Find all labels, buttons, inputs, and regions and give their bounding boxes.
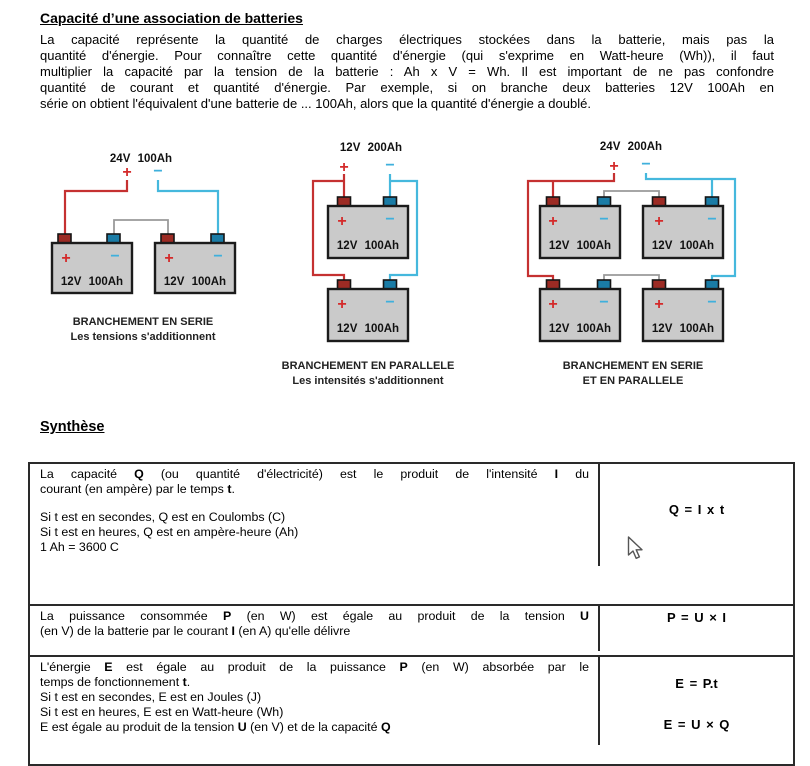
table-row bbox=[30, 655, 793, 764]
positive-wire bbox=[65, 180, 127, 236]
plus-sign: + bbox=[548, 213, 558, 230]
positive-terminal bbox=[653, 197, 666, 206]
minus-sign: − bbox=[153, 163, 163, 180]
intro-line: série on obtient l'équivalent d'une batterie de ... 100Ah, alors que la quantité d'énergie a doublé. bbox=[40, 96, 591, 111]
diagram-caption: Les intensités s'additionnent bbox=[292, 375, 444, 387]
negative-terminal bbox=[384, 197, 397, 206]
definition-line: Si t est en secondes, Q est en Coulombs (C) bbox=[40, 510, 286, 524]
minus-sign: − bbox=[110, 248, 120, 265]
definition-line: Si t est en heures, E est en Watt-heure (Wh) bbox=[40, 705, 284, 719]
minus-sign: − bbox=[385, 211, 395, 228]
formula: E = U × Q bbox=[663, 717, 730, 732]
series-parallel-wiring-diagram bbox=[515, 138, 750, 396]
negative-terminal bbox=[107, 234, 120, 243]
definition-line: E est égale au produit de la tension U (en V) et de la capacité Q bbox=[40, 720, 391, 734]
battery-label: 12V 100Ah bbox=[60, 276, 124, 288]
definition-cell bbox=[30, 464, 600, 566]
battery-label: 12V 100Ah bbox=[548, 323, 612, 335]
minus-sign: − bbox=[707, 294, 717, 311]
series-parallel-total-label: 24V 200Ah bbox=[599, 141, 663, 153]
series-link-wire bbox=[114, 220, 168, 236]
definition-line: L'énergie E est égale au produit de la puissance P (en W) absorbée par le bbox=[40, 660, 589, 674]
definition-cell bbox=[30, 657, 600, 745]
positive-terminal bbox=[653, 280, 666, 289]
diagram-caption: ET EN PARALLELE bbox=[582, 375, 684, 387]
plus-sign: + bbox=[609, 158, 619, 175]
battery-label: 12V 100Ah bbox=[548, 240, 612, 252]
minus-sign: − bbox=[641, 156, 651, 173]
minus-sign: − bbox=[213, 248, 223, 265]
formula-cell bbox=[600, 657, 793, 764]
series-link-wire bbox=[604, 275, 659, 280]
plus-sign: + bbox=[337, 296, 347, 313]
negative-terminal bbox=[211, 234, 224, 243]
battery bbox=[52, 234, 132, 293]
formula: Q = I x t bbox=[668, 502, 725, 517]
formula-table bbox=[28, 462, 795, 766]
formula: E = P.t bbox=[675, 676, 718, 691]
minus-sign: − bbox=[385, 157, 395, 174]
battery-label: 12V 100Ah bbox=[336, 240, 400, 252]
minus-sign: − bbox=[599, 294, 609, 311]
intro-line: quantité d'énergie. Pour connaître cette quantité d'énergie (qui s'exprime en Watt-heure (Wh)), il faut bbox=[40, 48, 774, 63]
plus-sign: + bbox=[654, 213, 664, 230]
intro-paragraph bbox=[40, 32, 774, 112]
battery bbox=[328, 197, 408, 258]
minus-sign: − bbox=[707, 211, 717, 228]
formula-cell bbox=[600, 464, 793, 604]
definition-line: temps de fonctionnement t. bbox=[40, 675, 191, 689]
positive-terminal bbox=[161, 234, 174, 243]
formula-cell bbox=[600, 606, 793, 655]
battery bbox=[540, 197, 620, 258]
definition-line: Si t est en heures, Q est en ampère-heure (Ah) bbox=[40, 525, 299, 539]
definition-line: courant (en ampère) par le temps t. bbox=[40, 482, 235, 496]
positive-terminal bbox=[58, 234, 71, 243]
definition-cell bbox=[30, 606, 600, 651]
negative-terminal bbox=[384, 280, 397, 289]
minus-sign: − bbox=[599, 211, 609, 228]
positive-terminal bbox=[338, 197, 351, 206]
minus-sign: − bbox=[385, 294, 395, 311]
plus-sign: + bbox=[654, 296, 664, 313]
plus-sign: + bbox=[61, 250, 71, 267]
plus-sign: + bbox=[164, 250, 174, 267]
synthese-heading: Synthèse bbox=[40, 419, 105, 435]
series-link-wire bbox=[604, 191, 659, 197]
diagram-caption: BRANCHEMENT EN PARALLELE bbox=[281, 360, 455, 372]
diagram-caption: BRANCHEMENT EN SERIE bbox=[72, 316, 214, 328]
table-row bbox=[30, 604, 793, 655]
battery-label: 12V 100Ah bbox=[336, 323, 400, 335]
intro-line: quantité de courant et quantité d'énergie. Par exemple, si on branche deux batteries 12V 100Ah en bbox=[40, 80, 774, 95]
battery-label: 12V 100Ah bbox=[163, 276, 227, 288]
plus-sign: + bbox=[337, 213, 347, 230]
definition-line: La capacité Q (ou quantité d'électricité) est le produit de l'intensité I du bbox=[40, 467, 589, 481]
plus-sign: + bbox=[122, 164, 132, 181]
intro-line: La capacité représente la quantité de charges électriques stockées dans la batterie, mais pas la bbox=[40, 32, 774, 47]
definition-line: Si t est en secondes, E est en Joules (J) bbox=[40, 690, 262, 704]
mouse-cursor bbox=[627, 536, 645, 561]
definition-line: 1 Ah = 3600 C bbox=[40, 540, 119, 554]
positive-terminal bbox=[547, 280, 560, 289]
positive-terminal bbox=[338, 280, 351, 289]
battery bbox=[643, 280, 723, 341]
diagram-caption: BRANCHEMENT EN SERIE bbox=[562, 360, 704, 372]
parallel-wiring-diagram bbox=[270, 138, 470, 396]
positive-terminal bbox=[547, 197, 560, 206]
definition-line: (en V) de la batterie par le courant I (en A) qu'elle délivre bbox=[40, 624, 351, 638]
battery bbox=[643, 197, 723, 258]
negative-terminal bbox=[706, 280, 719, 289]
definition-line: La puissance consommée P (en W) est égale au produit de la tension U bbox=[40, 609, 589, 623]
negative-wire bbox=[158, 180, 218, 236]
table-row bbox=[30, 464, 793, 604]
series-wiring-diagram bbox=[28, 146, 250, 346]
page-title: Capacité d’une association de batteries bbox=[40, 10, 303, 26]
plus-sign: + bbox=[339, 159, 349, 176]
negative-terminal bbox=[598, 280, 611, 289]
battery bbox=[540, 280, 620, 341]
battery bbox=[328, 280, 408, 341]
battery-label: 12V 100Ah bbox=[651, 323, 715, 335]
battery-label: 12V 100Ah bbox=[651, 240, 715, 252]
negative-terminal bbox=[706, 197, 719, 206]
diagram-caption: Les tensions s'additionnent bbox=[70, 331, 216, 343]
parallel-total-label: 12V 200Ah bbox=[339, 142, 403, 154]
negative-terminal bbox=[598, 197, 611, 206]
plus-sign: + bbox=[548, 296, 558, 313]
battery bbox=[155, 234, 235, 293]
series-total-label: 24V 100Ah bbox=[109, 153, 173, 165]
intro-line: multiplier la capacité par la tension de la batterie : Ah x V = Wh. Il est important de ne pas confondre bbox=[40, 64, 774, 79]
formula: P = U × I bbox=[666, 610, 727, 625]
